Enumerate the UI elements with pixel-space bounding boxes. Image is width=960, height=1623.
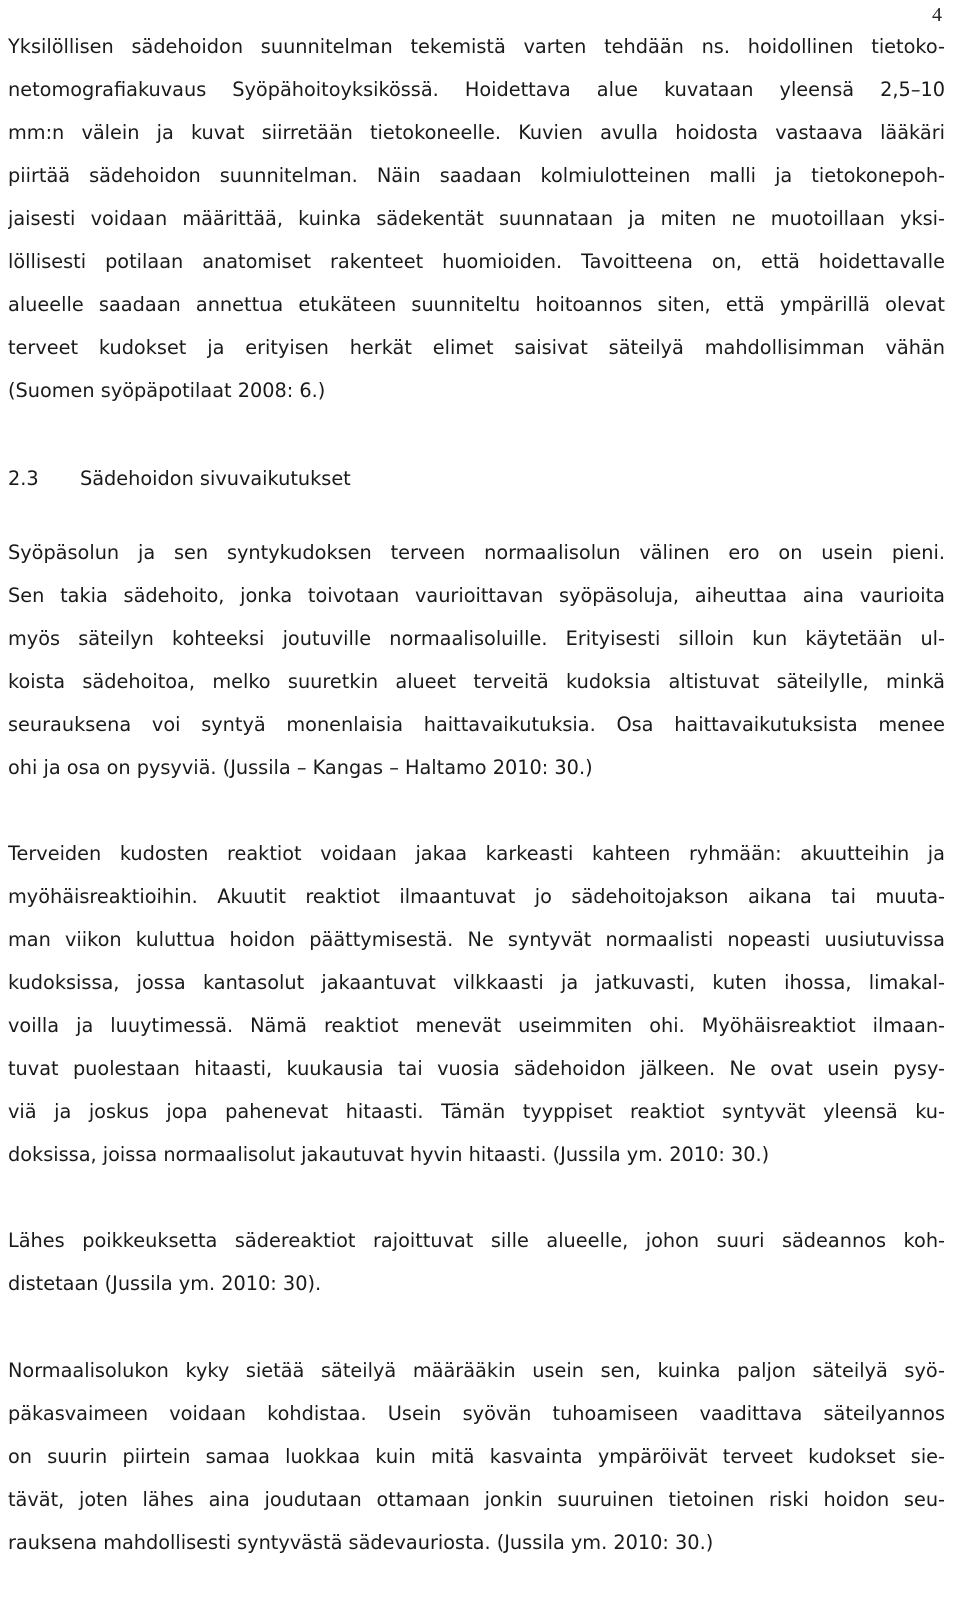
text-line: Yksilöllisen sädehoidon suunnitelman tekemistä varten tehdään ns. hoidollinen tietoko-	[8, 35, 945, 58]
text-line: voilla ja luuytimessä. Nämä reaktiot menevät useimmiten ohi. Myöhäisreaktiot ilmaan-	[8, 1014, 945, 1037]
page-number: 4	[932, 4, 942, 26]
text-line: Terveiden kudosten reaktiot voidaan jakaa karkeasti kahteen ryhmään: akuutteihin ja	[8, 842, 945, 865]
text-line: Normaalisolukon kyky sietää säteilyä määrääkin usein sen, kuinka paljon säteilyä syö-	[8, 1359, 945, 1382]
text-line: on suurin piirtein samaa luokkaa kuin mitä kasvainta ympäröivät terveet kudokset sie-	[8, 1445, 945, 1468]
text-line: viä ja joskus jopa pahenevat hitaasti. Tämän tyyppiset reaktiot syntyvät yleensä ku-	[8, 1100, 945, 1123]
text-line: distetaan (Jussila ym. 2010: 30).	[8, 1272, 322, 1295]
text-line: myös säteilyn kohteeksi joutuville normaalisoluille. Erityisesti silloin kun käytetään ul-	[8, 627, 945, 650]
text-line: piirtää sädehoidon suunnitelman. Näin saadaan kolmiulotteinen malli ja tietokonepoh-	[8, 164, 945, 187]
text-line: kudoksissa, jossa kantasolut jakaantuvat vilkkaasti ja jatkuvasti, kuten ihossa, limakal-	[8, 971, 945, 994]
text-line: tuvat puolestaan hitaasti, kuukausia tai vuosia sädehoidon jälkeen. Ne ovat usein pysy-	[8, 1057, 945, 1080]
text-line: rauksena mahdollisesti syntyvästä sädevauriosta. (Jussila ym. 2010: 30.)	[8, 1531, 714, 1554]
section-title: Sädehoidon sivuvaikutukset	[80, 467, 351, 490]
text-line: man viikon kuluttua hoidon päättymisestä. Ne syntyvät normaalisti nopeasti uusiutuvissa	[8, 928, 945, 951]
text-line: Sen takia sädehoito, jonka toivotaan vaurioittavan syöpäsoluja, aiheuttaa aina vaurioita	[8, 584, 945, 607]
text-line: netomografiakuvaus Syöpähoitoyksikössä. Hoidettava alue kuvataan yleensä 2,5–10	[8, 78, 945, 101]
text-line: Syöpäsolun ja sen syntykudoksen terveen normaalisolun välinen ero on usein pieni.	[8, 541, 945, 564]
section-heading	[8, 467, 351, 510]
section-number: 2.3	[8, 467, 39, 490]
text-line: alueelle saadaan annettua etukäteen suunniteltu hoitoannos siten, että ympärillä olevat	[8, 293, 945, 316]
text-line: tävät, joten lähes aina joudutaan ottamaan jonkin suuruinen tietoinen riski hoidon seu-	[8, 1488, 945, 1511]
text-line: mm:n välein ja kuvat siirretään tietokoneelle. Kuvien avulla hoidosta vastaava lääkäri	[8, 121, 945, 144]
text-line: koista sädehoitoa, melko suuretkin alueet terveitä kudoksia altistuvat säteilylle, minkä	[8, 670, 945, 693]
text-line: terveet kudokset ja erityisen herkät elimet saisivat säteilyä mahdollisimman vähän	[8, 336, 945, 359]
text-line: ohi ja osa on pysyviä. (Jussila – Kangas – Haltamo 2010: 30.)	[8, 756, 593, 779]
text-line: Lähes poikkeuksetta sädereaktiot rajoittuvat sille alueelle, johon suuri sädeannos koh-	[8, 1229, 945, 1252]
text-line: doksissa, joissa normaalisolut jakautuvat hyvin hitaasti. (Jussila ym. 2010: 30.)	[8, 1143, 770, 1166]
text-line: seurauksena voi syntyä monenlaisia haittavaikutuksia. Osa haittavaikutuksista menee	[8, 713, 945, 736]
text-line: päkasvaimeen voidaan kohdistaa. Usein syövän tuhoamiseen vaadittava säteilyannos	[8, 1402, 945, 1425]
text-line: (Suomen syöpäpotilaat 2008: 6.)	[8, 379, 326, 402]
text-line: myöhäisreaktioihin. Akuutit reaktiot ilmaantuvat jo sädehoitojakson aikana tai muuta-	[8, 885, 945, 908]
text-line: jaisesti voidaan määrittää, kuinka sädekentät suunnataan ja miten ne muotoillaan yksi-	[8, 207, 945, 230]
text-line: löllisesti potilaan anatomiset rakenteet huomioiden. Tavoitteena on, että hoidettavalle	[8, 250, 945, 273]
